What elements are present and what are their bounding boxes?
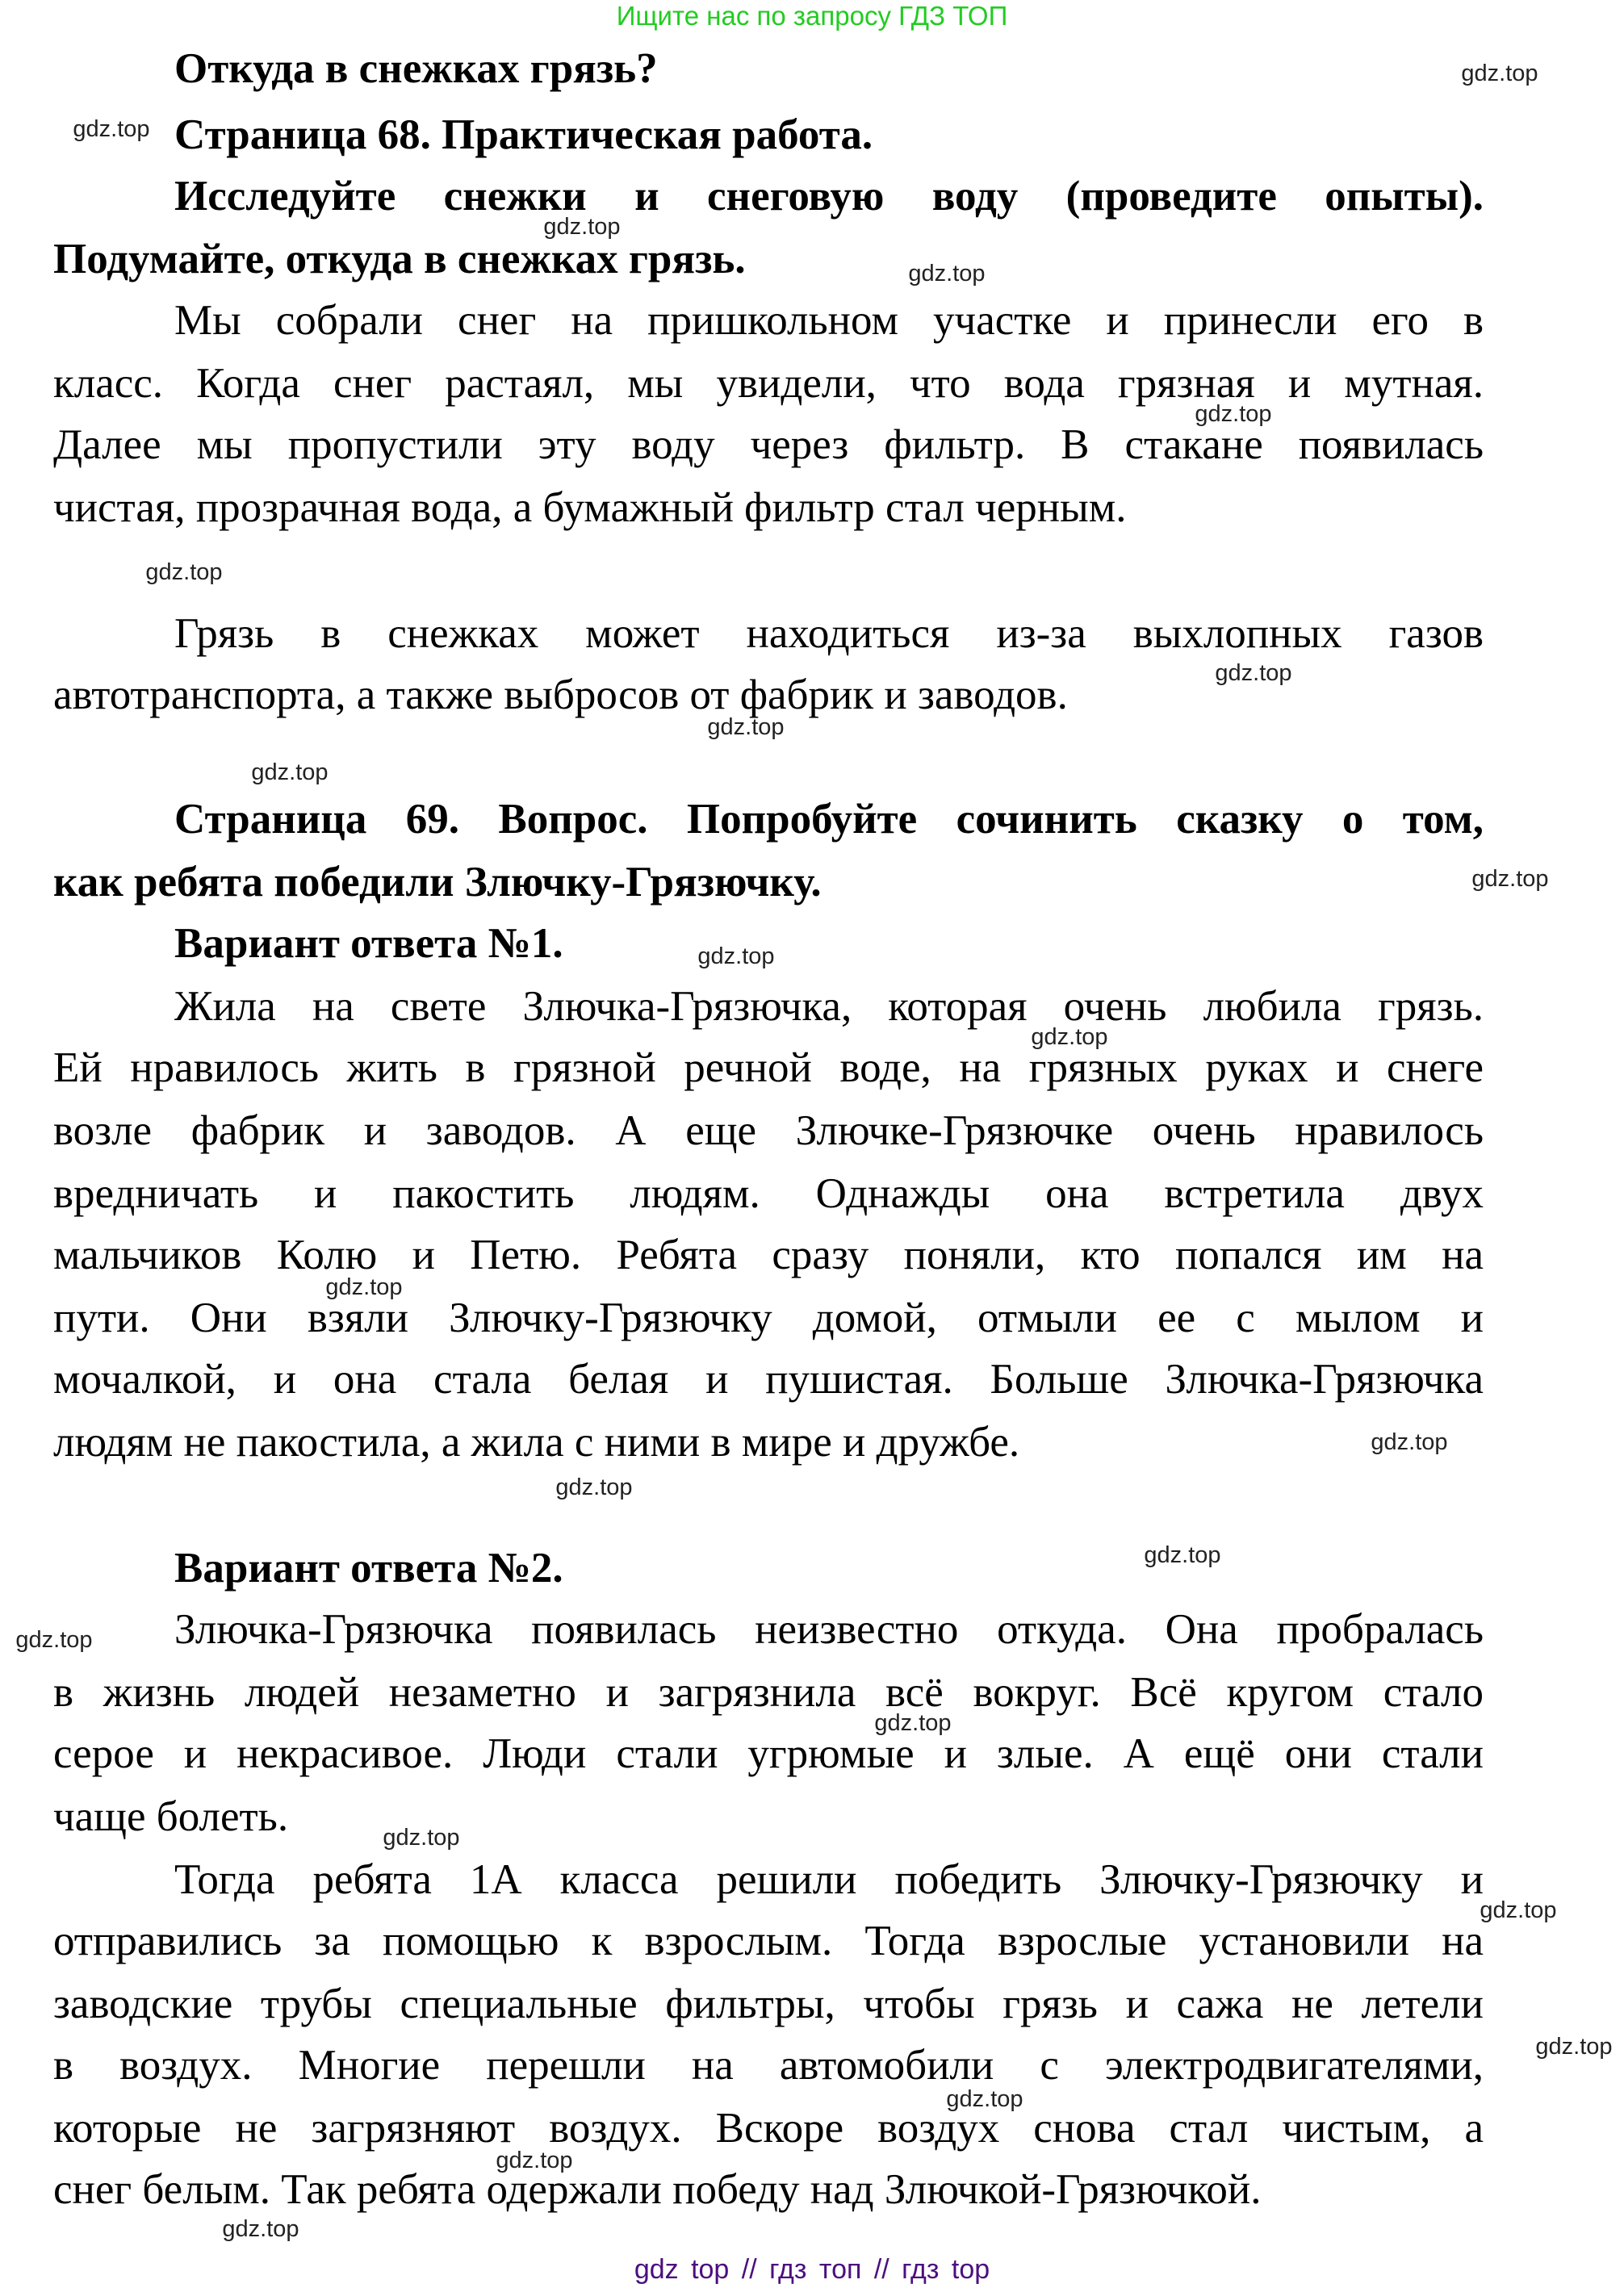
watermark: gdz.top xyxy=(1480,1897,1557,1923)
watermark: gdz.top xyxy=(73,116,150,142)
story-line: в воздух. Многие перешли на автомобили с электродвигателями, xyxy=(53,2042,1484,2089)
paragraph-line: Грязь в снежках может находиться из-за выхлопных газов xyxy=(174,610,1484,657)
variant2-label: Вариант ответа №2. xyxy=(174,1545,563,1592)
watermark: gdz.top xyxy=(1195,401,1272,427)
story-line: людям не пакостила, а жила с ними в мире и дружбе. xyxy=(53,1419,1020,1466)
paragraph-line: чистая, прозрачная вода, а бумажный фильтр стал черным. xyxy=(53,484,1127,531)
watermark: gdz.top xyxy=(1031,1024,1108,1050)
watermark: gdz.top xyxy=(707,714,785,740)
watermark: gdz.top xyxy=(145,559,223,585)
story-line: пути. Они взяли Злючку-Грязючку домой, отмыли ее с мылом и xyxy=(53,1295,1484,1341)
section2-heading-line-2: как ребята победили Злючку-Грязючку. xyxy=(53,859,822,906)
story-line: Ей нравилось жить в грязной речной воде, на грязных руках и снеге xyxy=(53,1044,1484,1091)
paragraph-line: класс. Когда снег растаял, мы увидели, что вода грязная и мутная. xyxy=(53,360,1484,407)
story-line: мальчиков Колю и Петю. Ребята сразу поняли, кто попался им на xyxy=(53,1232,1484,1278)
watermark: gdz.top xyxy=(383,1825,460,1851)
watermark: gdz.top xyxy=(15,1627,93,1653)
watermark: gdz.top xyxy=(496,2148,573,2173)
watermark: gdz.top xyxy=(1371,1429,1448,1455)
section1-heading: Страница 68. Практическая работа. xyxy=(174,111,873,158)
watermark: gdz.top xyxy=(1471,866,1549,892)
watermark: gdz.top xyxy=(325,1274,403,1300)
task-line-1: Исследуйте снежки и снеговую воду (проведите опыты). xyxy=(174,173,1484,220)
watermark: gdz.top xyxy=(1215,660,1292,686)
story-line: Тогда ребята 1А класса решили победить Злючку-Грязючку и xyxy=(174,1856,1484,1903)
story-line: снег белым. Так ребята одержали победу над Злючкой-Грязючкой. xyxy=(53,2166,1262,2213)
paragraph-line: автотранспорта, а также выбросов от фабрик и заводов. xyxy=(53,671,1068,718)
story-line: заводские трубы специальные фильтры, чтобы грязь и сажа не летели xyxy=(53,1981,1484,2027)
paragraph-line: Мы собрали снег на пришкольном участке и принесли его в xyxy=(174,297,1484,344)
watermark: gdz.top xyxy=(874,1710,952,1736)
story-line: возле фабрик и заводов. А еще Злючке-Грязючке очень нравилось xyxy=(53,1107,1484,1154)
story-line: которые не загрязняют воздух. Вскоре воздух снова стал чистым, а xyxy=(53,2105,1484,2152)
section2-heading-line-1: Страница 69. Вопрос. Попробуйте сочинить сказку о том, xyxy=(174,796,1484,843)
watermark: gdz.top xyxy=(908,261,986,287)
watermark: gdz.top xyxy=(555,1474,633,1500)
story-line: отправились за помощью к взрослым. Тогда взрослые установили на xyxy=(53,1918,1484,1964)
paragraph-line: Далее мы пропустили эту воду через фильтр. В стакане появилась xyxy=(53,421,1484,468)
watermark: gdz.top xyxy=(946,2086,1023,2112)
document-title: Откуда в снежках грязь? xyxy=(174,45,658,92)
watermark: gdz.top xyxy=(543,214,621,240)
watermark: gdz.top xyxy=(222,2216,299,2242)
story-line: серое и некрасивое. Люди стали угрюмые и злые. А ещё они стали xyxy=(53,1730,1484,1777)
story-line: Жила на свете Злючка-Грязючка, которая очень любила грязь. xyxy=(174,983,1484,1030)
story-line: вредничать и пакостить людям. Однажды она встретила двух xyxy=(53,1170,1484,1217)
story-line: мочалкой, и она стала белая и пушистая. Больше Злючка-Грязючка xyxy=(53,1356,1484,1403)
variant1-label: Вариант ответа №1. xyxy=(174,920,563,967)
search-banner: Ищите нас по запросу ГДЗ ТОП xyxy=(616,1,1008,31)
watermark: gdz.top xyxy=(251,759,329,785)
story-line: чаще болеть. xyxy=(53,1793,289,1840)
watermark: gdz.top xyxy=(1535,2034,1613,2060)
task-line-2: Подумайте, откуда в снежках грязь. xyxy=(53,236,746,282)
footer-links: gdz top // гдз топ // гдз top xyxy=(634,2254,990,2285)
watermark: gdz.top xyxy=(1144,1542,1221,1568)
watermark: gdz.top xyxy=(697,943,775,969)
story-line: в жизнь людей незаметно и загрязнила всё вокруг. Всё кругом стало xyxy=(53,1669,1484,1716)
story-line: Злючка-Грязючка появилась неизвестно откуда. Она пробралась xyxy=(174,1606,1484,1653)
watermark: gdz.top xyxy=(1461,61,1538,86)
